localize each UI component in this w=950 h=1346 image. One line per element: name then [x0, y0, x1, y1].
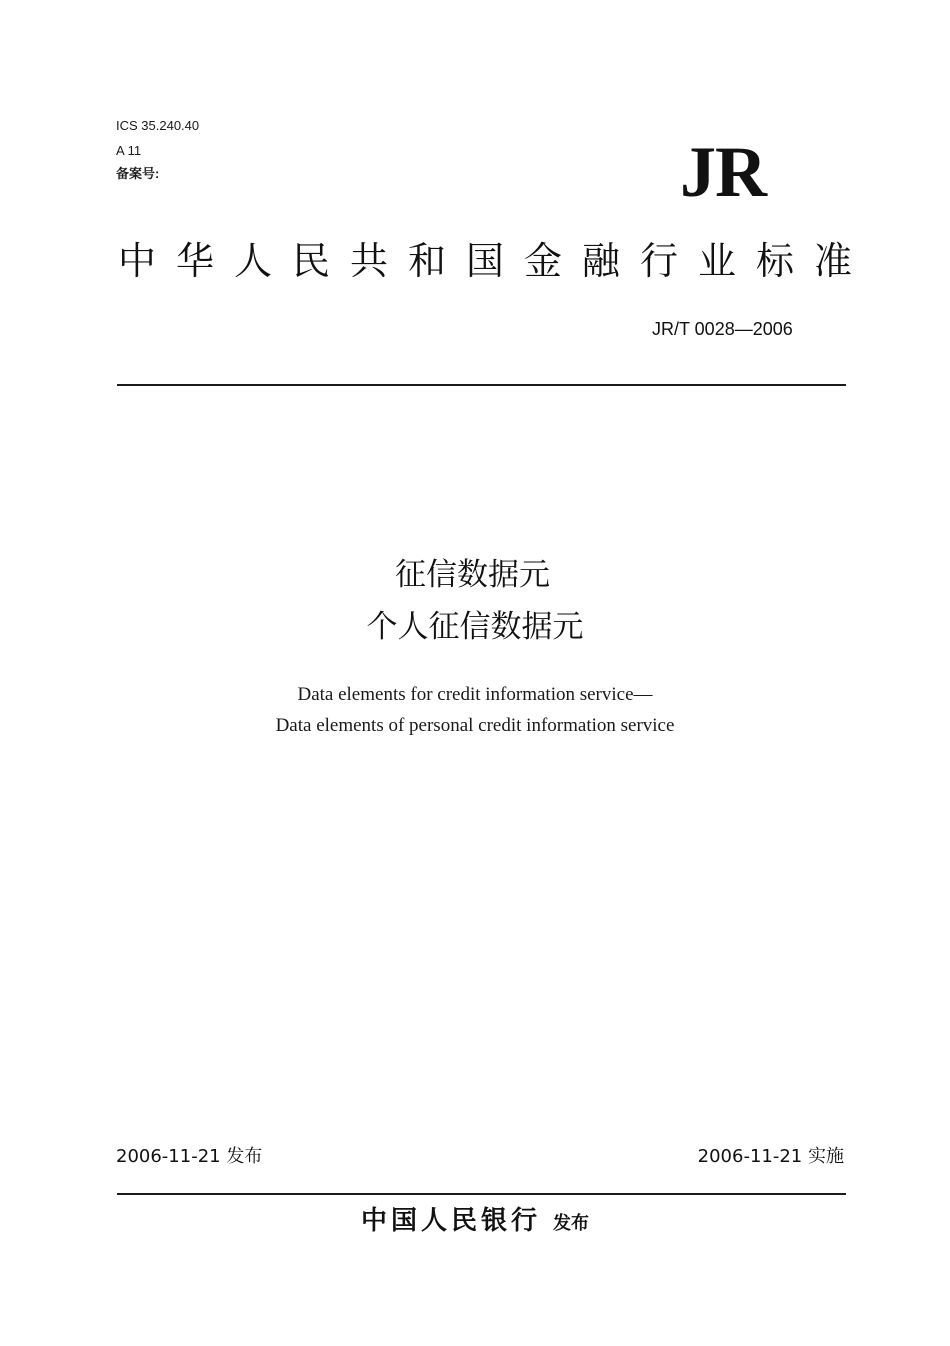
- filing-number-label: 备案号:: [116, 166, 160, 181]
- title-en-line-2: Data elements of personal credit information service: [275, 715, 675, 736]
- publisher: [0, 1204, 950, 1241]
- title-cn-line-2: 个人征信数据元: [366, 609, 584, 645]
- title-cn-line-1: 征信数据元: [395, 557, 550, 593]
- classification-code: A 11: [116, 143, 142, 158]
- standard-category-title: 中华人民共和国金融行业标准: [118, 239, 873, 283]
- implementation-date: 2006-11-21 实施: [697, 1146, 844, 1167]
- standard-number: JR/T 0028—2006: [652, 319, 793, 339]
- publisher-suffix: 发布: [553, 1213, 589, 1234]
- jr-logo: JR: [680, 132, 766, 212]
- title-en-line-1: Data elements for credit information service—: [297, 684, 653, 705]
- issue-date: 2006-11-21 发布: [116, 1146, 263, 1167]
- ics-code: ICS 35.240.40: [116, 118, 200, 133]
- publisher-organization: 中国人民银行: [360, 1206, 541, 1236]
- bottom-divider: [117, 1193, 846, 1195]
- top-divider: [117, 384, 846, 386]
